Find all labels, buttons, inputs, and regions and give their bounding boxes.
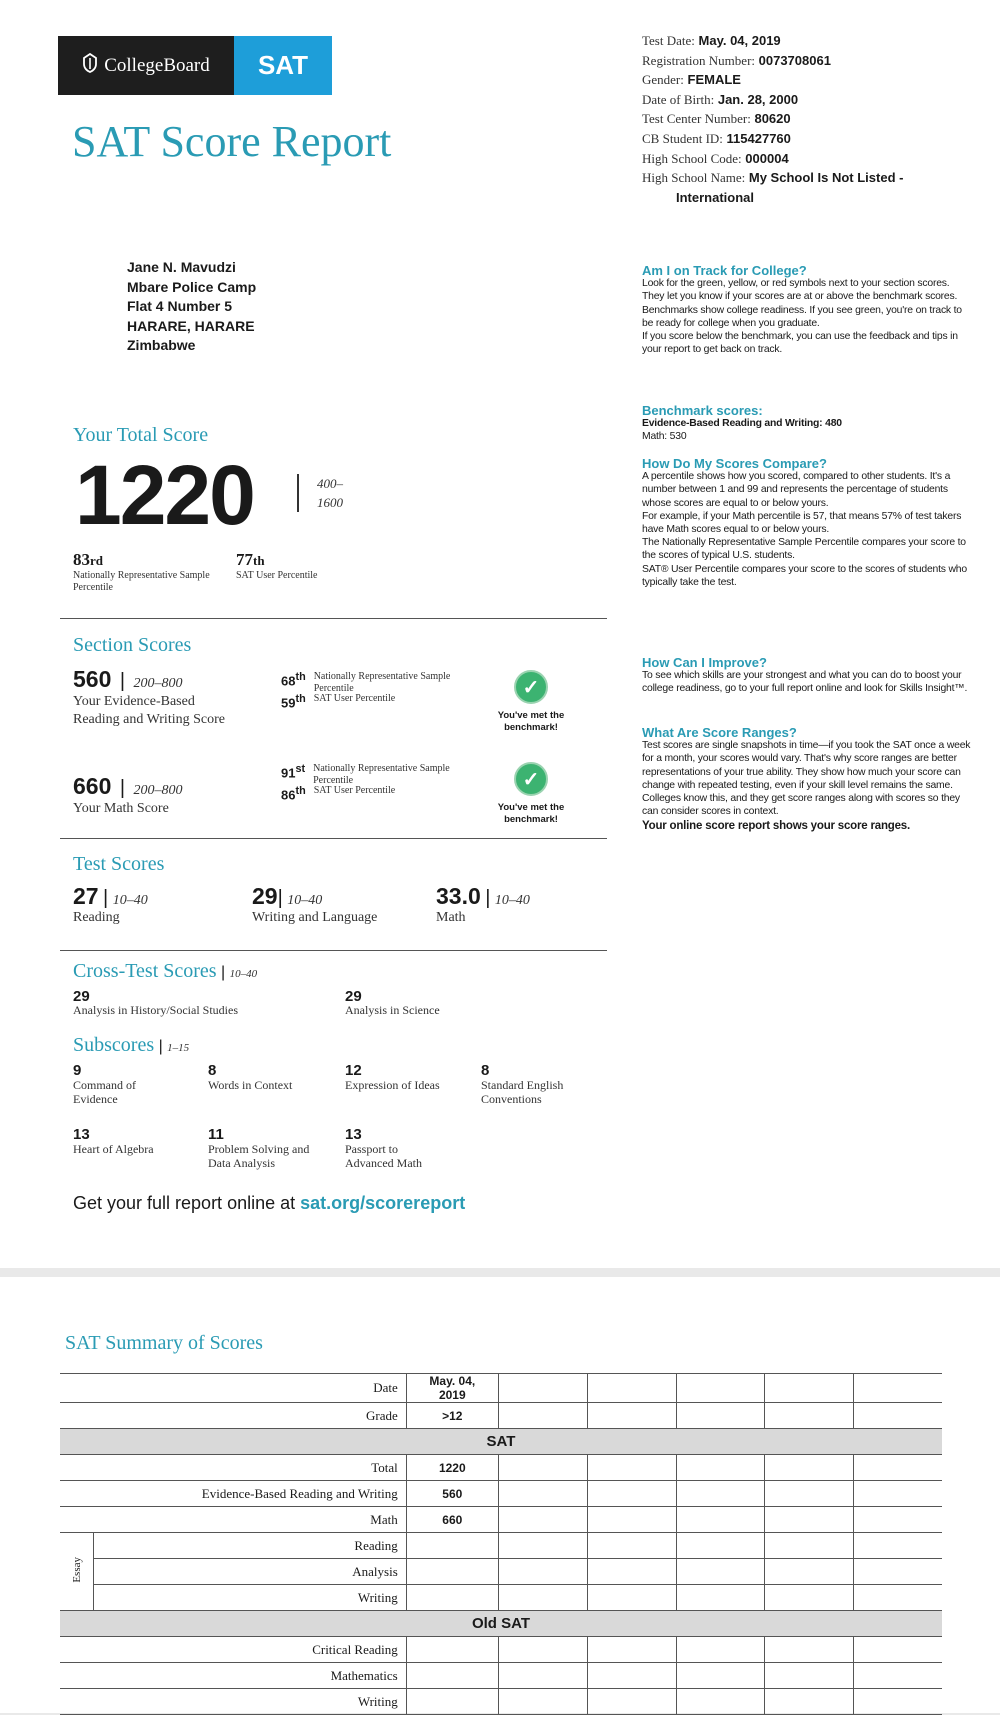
sat-logo: SAT xyxy=(234,36,332,95)
math-label: Your Math Score xyxy=(73,801,169,816)
benchmark-heading: Benchmark scores: xyxy=(642,403,763,418)
math-score: 660 xyxy=(73,773,112,799)
meta-row: Date of Birth: Jan. 28, 2000 xyxy=(642,91,799,107)
table-band-row: SAT xyxy=(60,1429,942,1455)
divider xyxy=(60,950,607,951)
total-score-heading: Your Total Score xyxy=(73,424,209,446)
benchmark-info xyxy=(642,404,972,444)
compare-paragraph: For example, if your Math percentile is 57, that means 57% of test takers have Math scores equal to or below yours. xyxy=(642,510,962,536)
ranges-paragraph: Test scores are single snapshots in time—if you took the SAT once a week for a month, your scores would vary. That's why score ranges are better representations of your true ability. They show how much your score can change with repeated testing, even if your skill level remains the same. xyxy=(642,740,971,791)
table-row: Analysis xyxy=(60,1559,942,1585)
user-percentile: 77th SAT User Percentile xyxy=(236,550,318,581)
compare-heading: How Do My Scores Compare? xyxy=(642,456,827,471)
subscore-item: 9 Command of Evidence xyxy=(73,1062,136,1106)
subscore-item: 13 Passport to Advanced Math xyxy=(345,1126,422,1170)
ranges-paragraph: Colleges know this, and they get score ranges along with scores so they can consider scores in context. xyxy=(642,793,960,818)
ranges-heading: What Are Score Ranges? xyxy=(642,725,797,740)
subscores-heading: Subscores xyxy=(73,1034,155,1056)
table-row: Grade >12 xyxy=(60,1403,942,1429)
benchmark-check-icon: ✓ xyxy=(514,762,548,796)
total-range: 400– 1600 xyxy=(317,476,343,510)
ebrw-label: Your Evidence-Based Reading and Writing Score xyxy=(73,694,225,727)
subscore-item: 13 Heart of Algebra xyxy=(73,1126,154,1156)
address-line: Mbare Police Camp xyxy=(127,278,257,295)
collegeboard-logo xyxy=(58,36,234,95)
subscore-item: 12 Expression of Ideas xyxy=(345,1062,440,1092)
ranges-info xyxy=(642,726,972,834)
address-line: Zimbabwe xyxy=(127,337,196,353)
section-scores-heading: Section Scores xyxy=(73,634,192,656)
meta-row: Test Center Number: 80620 xyxy=(642,111,791,127)
address-line: HARARE, HARARE xyxy=(127,317,255,334)
compare-paragraph: The Nationally Representative Sample Percentile compares your score to the scores of typical U.S. students. xyxy=(642,537,966,562)
subscores-heading-row: Subscores | 1–15 xyxy=(73,1034,190,1056)
subscore-item: 8 Words in Context xyxy=(208,1062,293,1092)
ebrw-percentiles: 68th Nationally Representative Sample Percentile 59th SAT User Percentile xyxy=(281,671,451,711)
ebrw-score-block: 560 | 200–800 Your Evidence-Based Reading and Writing Score xyxy=(73,666,238,729)
improve-heading: How Can I Improve? xyxy=(642,655,767,670)
subscore-item: 11 Problem Solving and Data Analysis xyxy=(208,1126,310,1170)
track-heading: Am I on Track for College? xyxy=(642,263,807,278)
math-percentiles: 91st Nationally Representative Sample Percentile 86th SAT User Percentile xyxy=(281,763,450,803)
table-row: Date May. 04, 2019 xyxy=(60,1374,942,1403)
acorn-icon xyxy=(82,53,98,79)
writing-test-score: 29| 10–40 Writing and Language xyxy=(252,883,378,925)
table-row: Total 1220 xyxy=(60,1455,942,1481)
reading-test-score: 27 | 10–40 Reading xyxy=(73,883,148,925)
nat-percentile: 83rd Nationally Representative Sample Percentile xyxy=(73,550,210,593)
table-row: Writing xyxy=(60,1689,942,1715)
collegeboard-wordmark: CollegeBoard xyxy=(104,54,210,76)
table-row: Evidence-Based Reading and Writing 560 xyxy=(60,1481,942,1507)
meta-row: High School Code: 000004 xyxy=(642,150,789,166)
divider xyxy=(60,838,607,839)
ranges-online: Your online score report shows your score ranges. xyxy=(642,820,910,833)
total-score: 1220 xyxy=(75,448,254,542)
meta-row: International xyxy=(676,189,755,205)
table-row: Mathematics xyxy=(60,1663,942,1689)
benchmark-math: Math: 530 xyxy=(642,431,687,443)
meta-row: Test Date: May. 04, 2019 xyxy=(642,33,781,48)
meta-row: High School Name: My School Is Not Listed - xyxy=(642,170,904,186)
meta-row: CB Student ID: 115427760 xyxy=(642,130,791,146)
address-line: Flat 4 Number 5 xyxy=(127,298,233,314)
mailing-address xyxy=(127,258,256,356)
subscore-item: 8 Standard English Conventions xyxy=(481,1062,564,1106)
table-row: Critical Reading xyxy=(60,1637,942,1663)
summary-title: SAT Summary of Scores xyxy=(65,1332,263,1354)
test-details xyxy=(642,31,972,207)
benchmark-met-message: You've met the benchmark! xyxy=(497,710,565,733)
score-report-link[interactable]: sat.org/scorereport xyxy=(300,1193,466,1213)
divider xyxy=(60,618,607,619)
essay-label: Essay xyxy=(70,1556,83,1583)
ebrw-range: 200–800 xyxy=(133,676,183,691)
summary-table xyxy=(60,1373,942,1715)
compare-paragraph: SAT® User Percentile compares your score to the scores of students who typically take the test. xyxy=(642,563,967,588)
meta-row: Registration Number: 0073708061 xyxy=(642,52,831,68)
cross-test-heading-row: Cross-Test Scores | 10–40 xyxy=(73,960,258,982)
summary-page xyxy=(0,1277,1000,1713)
cross-history: 29 Analysis in History/Social Studies xyxy=(73,988,238,1017)
ebrw-score: 560 xyxy=(73,666,112,692)
track-paragraph: Look for the green, yellow, or red symbols next to your section scores. They let you know if your scores are at or above the benchmark scores. Benchmarks show college readiness. If you see green, you're on track to be ready for college when you graduate. xyxy=(642,278,962,329)
score-divider xyxy=(297,474,299,512)
math-test-score: 33.0 | 10–40 Math xyxy=(436,883,530,925)
table-row: Writing xyxy=(60,1585,942,1611)
benchmark-met-message: You've met the benchmark! xyxy=(497,802,565,825)
college-track-info xyxy=(642,264,972,356)
track-paragraph: If you score below the benchmark, you can use the feedback and tips in your report to get back on track. xyxy=(642,331,958,356)
cross-science: 29 Analysis in Science xyxy=(345,988,440,1017)
compare-paragraph: A percentile shows how you scored, compared to other students. It's a number between 1 and 99 and represents the percentage of students whose scores are equal to or below yours. xyxy=(642,471,951,509)
compare-info xyxy=(642,457,972,589)
improve-paragraph: To see which skills are your strongest and what you can do to boost your college readiness, go to your full report online and look for Skills Insight™. xyxy=(642,670,968,695)
page-title: SAT Score Report xyxy=(72,117,392,166)
table-row: Essay Reading xyxy=(60,1533,942,1559)
math-range: 200–800 xyxy=(133,783,183,798)
table-row: Math 660 xyxy=(60,1507,942,1533)
improve-info xyxy=(642,656,972,696)
benchmark-ebrw: Evidence-Based Reading and Writing: 480 xyxy=(642,418,842,430)
full-report-footer: Get your full report online at sat.org/scorereport xyxy=(73,1193,466,1213)
table-band-row: Old SAT xyxy=(60,1611,942,1637)
benchmark-check-icon: ✓ xyxy=(514,670,548,704)
cross-test-heading: Cross-Test Scores xyxy=(73,960,217,982)
math-score-block: 660 | 200–800 Your Math Score xyxy=(73,773,183,816)
meta-row: Gender: FEMALE xyxy=(642,72,741,88)
address-line: Jane N. Mavudzi xyxy=(127,259,236,275)
test-scores-heading: Test Scores xyxy=(73,853,165,875)
